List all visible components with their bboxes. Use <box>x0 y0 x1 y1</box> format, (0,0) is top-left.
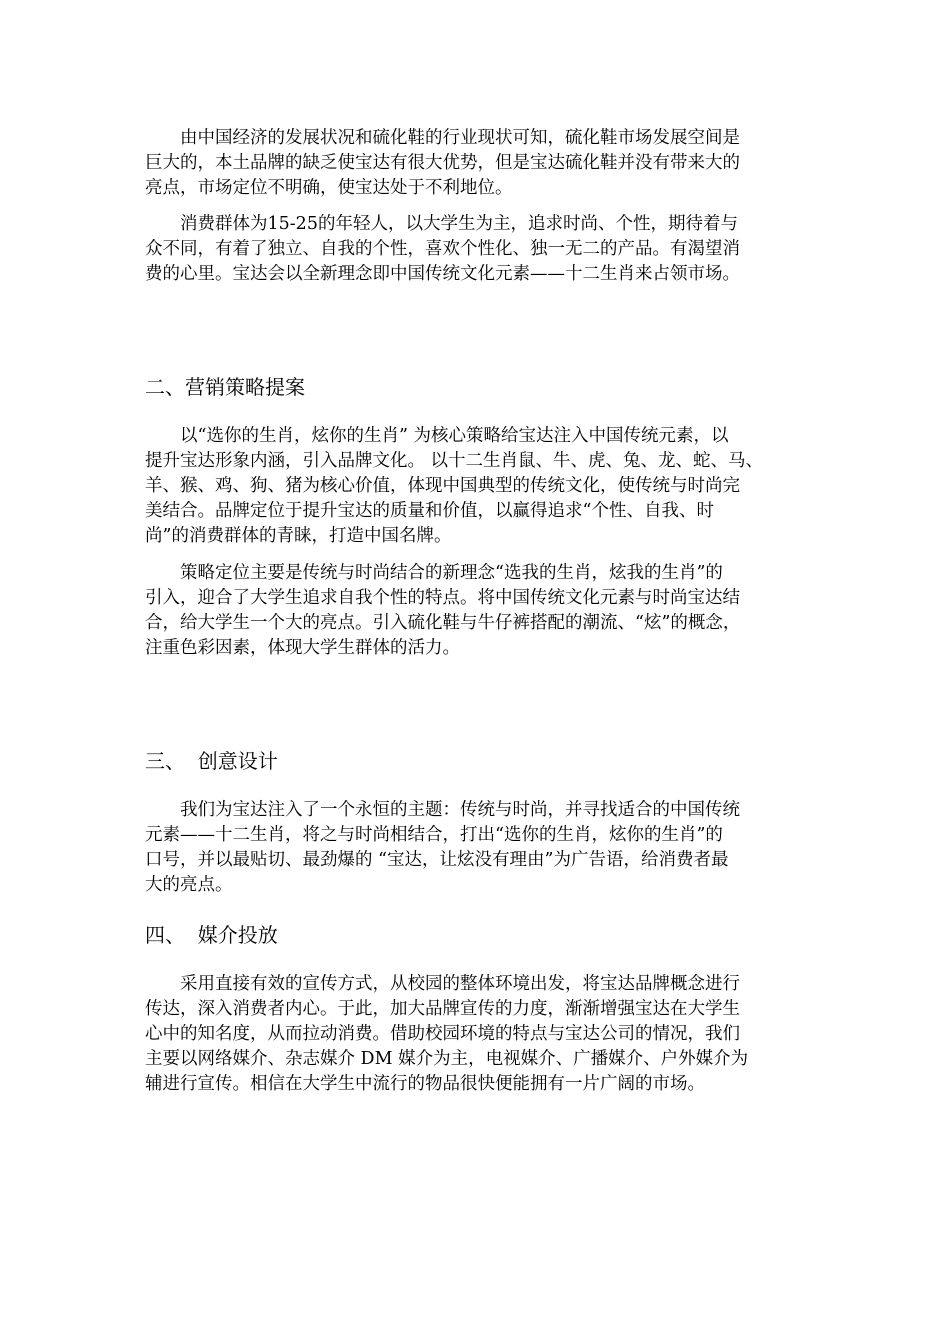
strategy-paragraph-positioning: 策略定位主要是传统与时尚结合的新理念“选我的生肖，炫我的生肖”的 引入，迎合了大学生追求自我个性的特点。将中国传统文化元素与时尚宝达结 合，给大学生一个大的亮点。引入硫化鞋与牛仔裤搭配的潮流、“炫”的概念， 注重色彩因素，体现大学生群体的活力。 <box>145 563 741 658</box>
section-heading-media-placement: 四、 媒介投放 <box>145 923 278 947</box>
media-placement-paragraph: 采用直接有效的宣传方式，从校园的整体环境出发，将宝达品牌概念进行 传达，深入消费者内心。于此，加大品牌宣传的力度，渐渐增强宝达在大学生 心中的知名度，从而拉动消费。借助校园环境的特点与宝达公司的情况，我们 主要以网络媒介、杂志媒介 DM 媒介为主，电视媒介、广播媒介、户外媒介为 辅进行宣传。相信在大学生中流行的物品很快便能拥有一片广阔的市场。 <box>145 974 749 1094</box>
strategy-paragraph-core: 以“选你的生肖，炫你的生肖” 为核心策略给宝达注入中国传统元素，以 提升宝达形象内涵，引入品牌文化。 以十二生肖鼠、牛、虎、兔、龙、蛇、马、 羊、猴、鸡、狗、猪为核心价值，体现中国典型的传统文化，使传统与时尚完 美结合。品牌定位于提升宝达的质量和价值，以赢得追求“个性、自我、时 尚”的消费群体的青睐，打造中国名牌。 <box>145 426 764 546</box>
intro-paragraph-market-analysis: 由中国经济的发展状况和硫化鞋的行业现状可知，硫化鞋市场发展空间是 巨大的，本土品牌的缺乏使宝达有很大优势，但是宝达硫化鞋并没有带来大的 亮点，市场定位不明确，使宝达处于不利地位。 <box>145 128 740 198</box>
section-heading-creative-design: 三、 创意设计 <box>145 749 278 773</box>
creative-design-paragraph: 我们为宝达注入了一个永恒的主题：传统与时尚，并寻找适合的中国传统 元素——十二生肖，将之与时尚相结合，打出“选你的生肖，炫你的生肖”的 口号，并以最贴切、最劲爆的 “宝达，让炫没有理由”为广告语，给消费者最 大的亮点。 <box>145 800 740 895</box>
intro-paragraph-target-consumers: 消费群体为15-25的年轻人，以大学生为主，追求时尚、个性，期待着与 众不同，有着了独立、自我的个性，喜欢个性化、独一无二的产品。有渴望消 费的心里。宝达会以全新理念即中国传统文化元素——十二生肖来占领市场。 <box>145 214 740 284</box>
section-heading-marketing-strategy: 二、营销策略提案 <box>145 375 305 399</box>
